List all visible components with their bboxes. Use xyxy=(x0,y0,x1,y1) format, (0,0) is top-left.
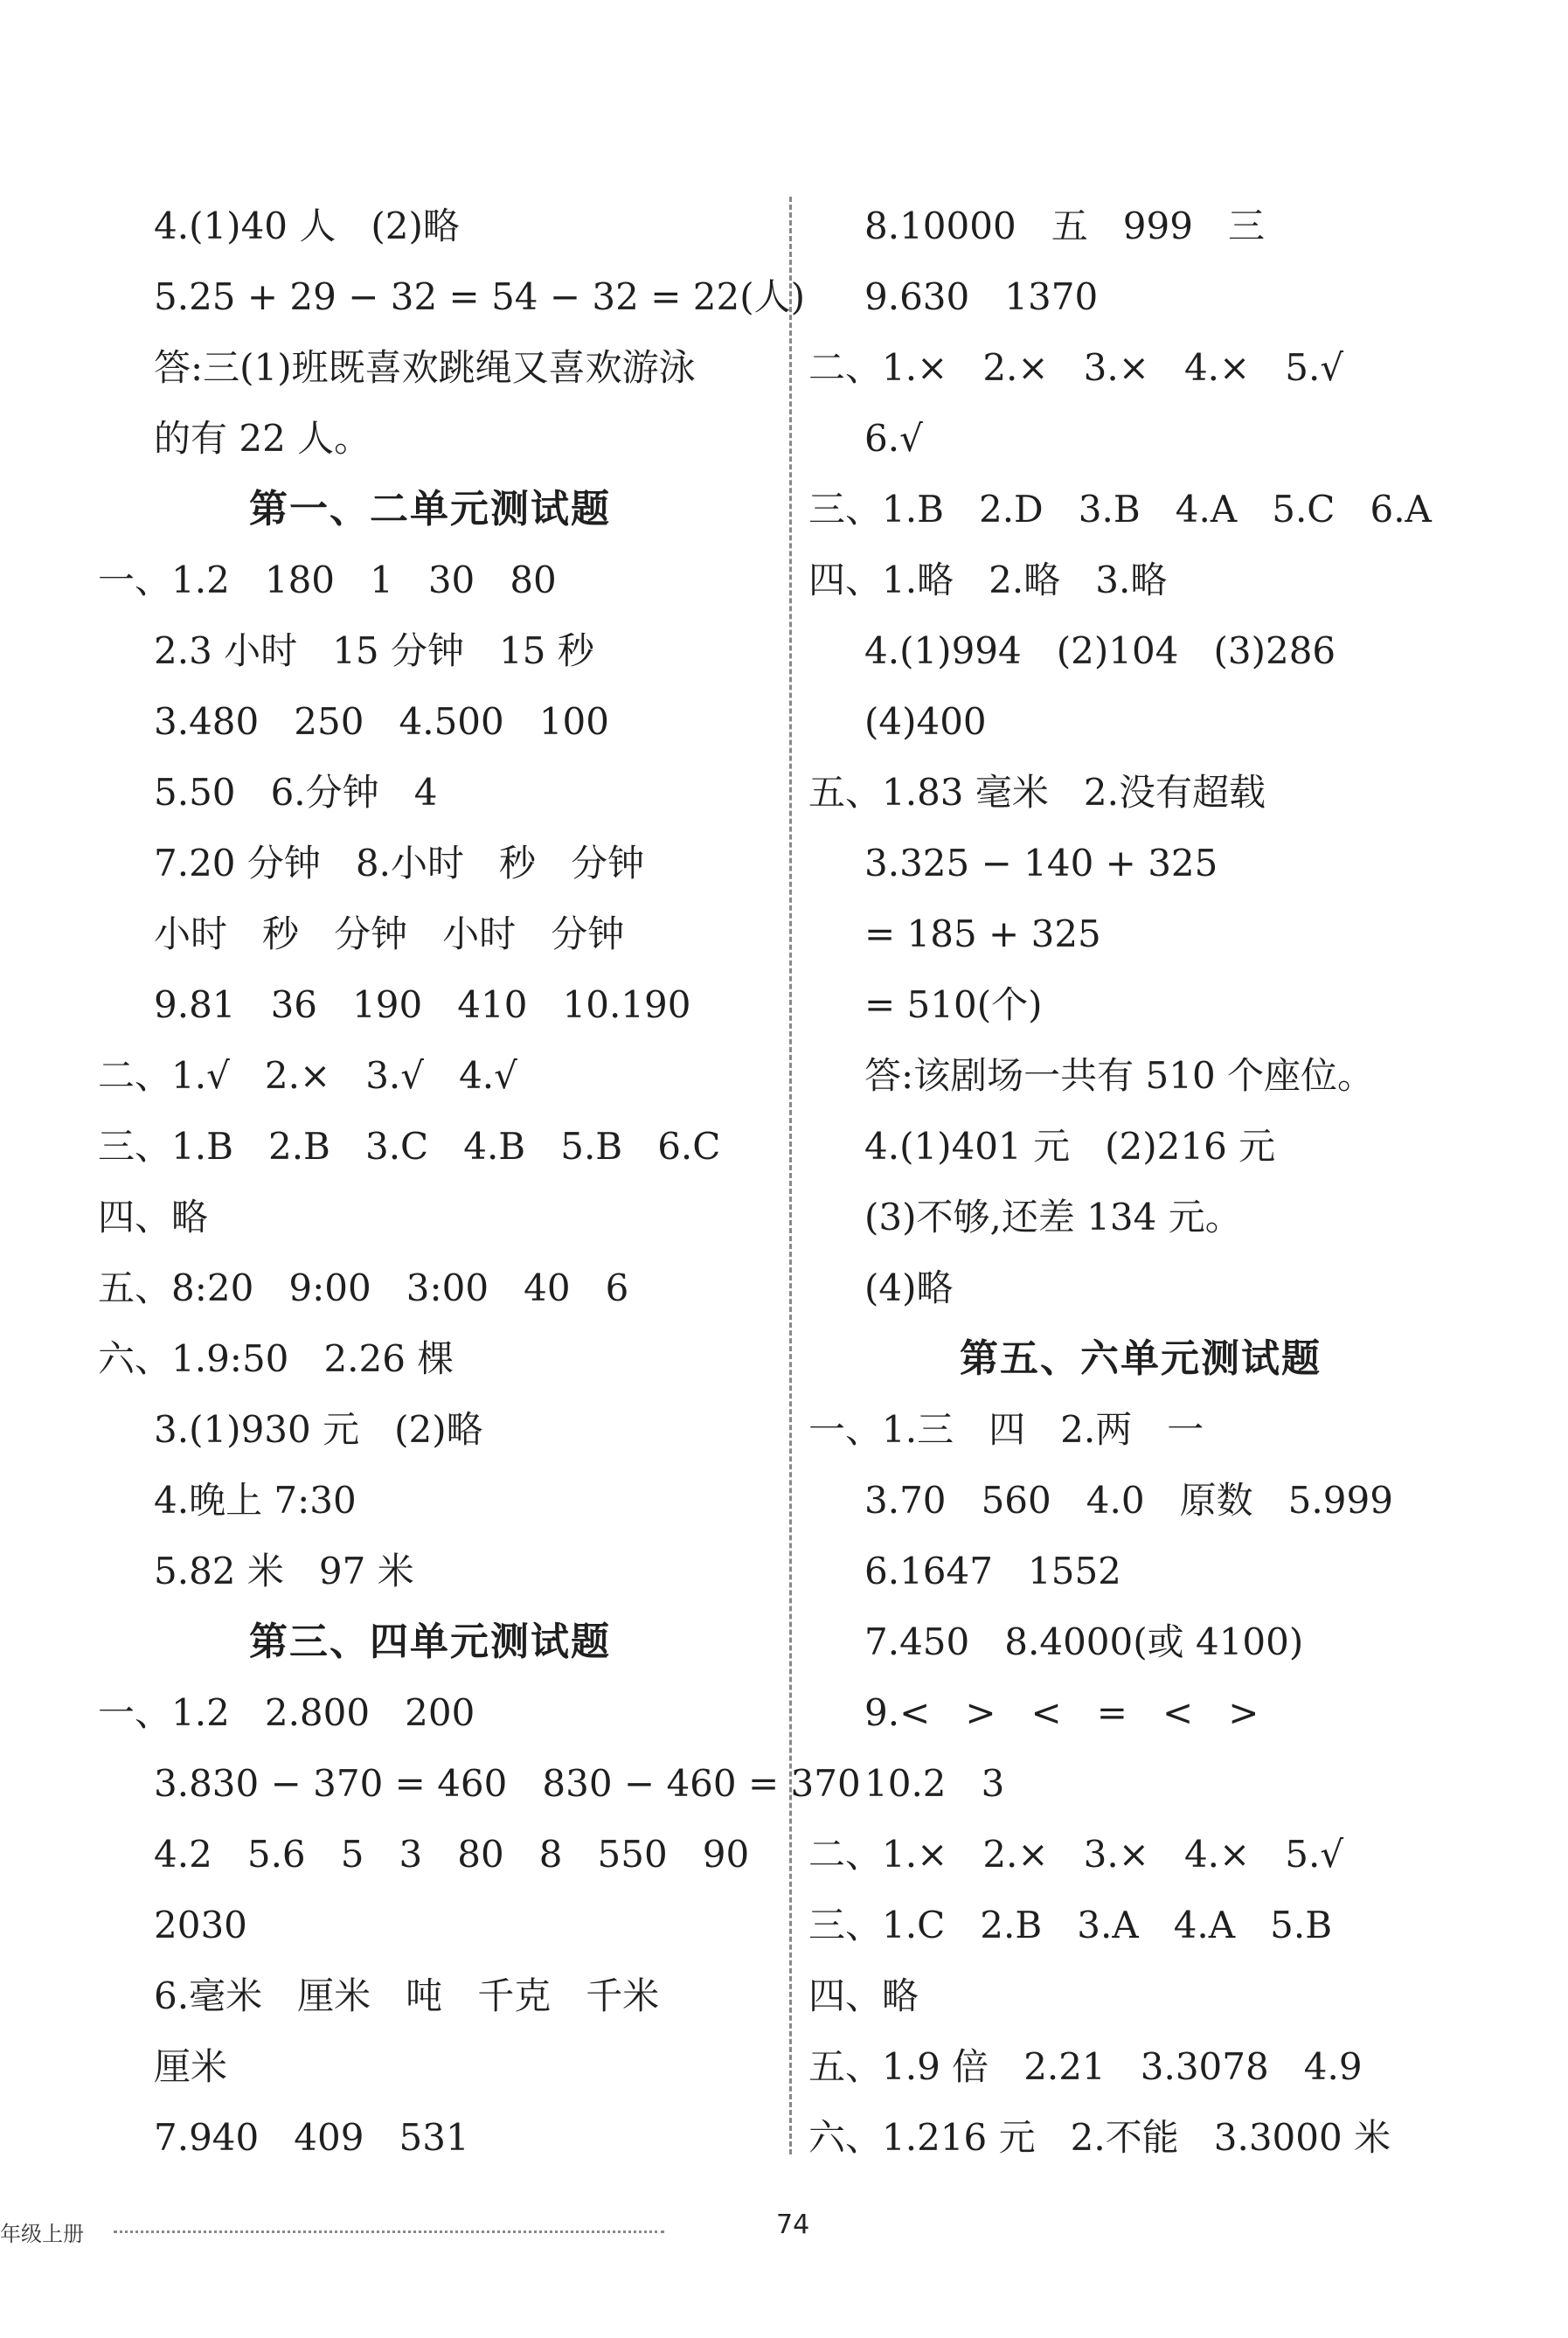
answer-line: 答:该剧场一共有 510 个座位。 xyxy=(864,1054,1375,1097)
column-divider xyxy=(789,197,792,2154)
answer-line: 3.325 − 140 + 325 xyxy=(864,842,1218,885)
answer-line: 9.81 36 190 410 10.190 xyxy=(154,983,691,1026)
answer-line: 二、1.× 2.× 3.× 4.× 5.√ xyxy=(808,1833,1344,1876)
answer-line: 五、1.9 倍 2.21 3.3078 4.9 xyxy=(808,2045,1363,2088)
answer-line: 3.480 250 4.500 100 xyxy=(154,700,609,743)
answer-line: 7.450 8.4000(或 4100) xyxy=(864,1620,1304,1663)
answer-line: (4)400 xyxy=(864,700,987,743)
answer-line: 三、1.B 2.B 3.C 4.B 5.B 6.C xyxy=(98,1125,721,1168)
answer-line: 6.√ xyxy=(864,417,923,460)
answer-line: 二、1.× 2.× 3.× 4.× 5.√ xyxy=(808,346,1344,389)
answer-line: 的有 22 人。 xyxy=(154,417,371,460)
answer-line: 三、1.C 2.B 3.A 4.A 5.B xyxy=(808,1904,1333,1946)
answer-line: 7.940 409 531 xyxy=(154,2116,469,2159)
answer-line: 小时 秒 分钟 小时 分钟 xyxy=(154,912,625,955)
answer-line: 4.2 5.6 5 3 80 8 550 90 xyxy=(154,1833,750,1876)
answer-line: 4.(1)994 (2)104 (3)286 xyxy=(864,629,1336,672)
answer-line: 3.(1)930 元 (2)略 xyxy=(154,1408,483,1451)
answer-line: (3)不够,还差 134 元。 xyxy=(864,1196,1242,1238)
answer-line: 三、1.B 2.D 3.B 4.A 5.C 6.A xyxy=(808,488,1432,531)
grade-label: 年级上册 xyxy=(0,2222,84,2246)
answer-line: 四、略 xyxy=(808,1974,919,2017)
answer-line: 6.毫米 厘米 吨 千克 千米 xyxy=(154,1974,660,2017)
answer-line: 一、1.2 2.800 200 xyxy=(98,1691,475,1734)
right-column xyxy=(808,191,1473,2173)
answer-line: (4)略 xyxy=(864,1266,954,1309)
answer-line: 四、略 xyxy=(98,1196,209,1238)
answer-line: 四、1.略 2.略 3.略 xyxy=(808,558,1168,601)
answer-line: 一、1.三 四 2.两 一 xyxy=(808,1408,1204,1451)
answer-line: 6.1647 1552 xyxy=(864,1550,1121,1592)
answer-line: 答:三(1)班既喜欢跳绳又喜欢游泳 xyxy=(154,346,696,389)
answer-line: 9.< > < = < > xyxy=(864,1691,1259,1734)
answer-line: 五、8:20 9:00 3:00 40 6 xyxy=(98,1266,629,1309)
page-number: 74 xyxy=(776,2210,810,2240)
left-column xyxy=(98,191,861,2173)
answer-line: 2.3 小时 15 分钟 15 秒 xyxy=(154,629,594,672)
answer-line: 六、1.9:50 2.26 棵 xyxy=(98,1337,454,1380)
answer-line: = 510(个) xyxy=(864,983,1043,1026)
answer-line: 六、1.216 元 2.不能 3.3000 米 xyxy=(808,2116,1391,2159)
answer-line: 10.2 3 xyxy=(864,1762,1005,1805)
section-heading: 第五、六单元测试题 xyxy=(960,1336,1322,1381)
answer-line: = 185 + 325 xyxy=(864,912,1101,955)
answer-line: 4.(1)401 元 (2)216 元 xyxy=(864,1125,1276,1168)
answer-line: 4.(1)40 人 (2)略 xyxy=(154,205,460,247)
answer-line: 厘米 xyxy=(154,2045,228,2088)
page-footer xyxy=(0,2210,1568,2253)
answer-line: 8.10000 五 999 三 xyxy=(864,205,1266,247)
answer-line: 4.晚上 7:30 xyxy=(154,1479,357,1522)
answer-line: 五、1.83 毫米 2.没有超载 xyxy=(808,771,1266,814)
footer-dotted-rule xyxy=(114,2230,664,2233)
answer-line: 二、1.√ 2.× 3.√ 4.√ xyxy=(98,1054,517,1097)
section-heading: 第三、四单元测试题 xyxy=(249,1620,611,1664)
answer-line: 7.20 分钟 8.小时 秒 分钟 xyxy=(154,842,645,885)
section-heading: 第一、二单元测试题 xyxy=(249,487,611,531)
answer-line: 3.830 − 370 = 460 830 − 460 = 370 xyxy=(154,1762,861,1805)
answer-line: 5.82 米 97 米 xyxy=(154,1550,414,1592)
answer-line: 5.25 + 29 − 32 = 54 − 32 = 22(人) xyxy=(154,275,805,318)
answer-line: 3.70 560 4.0 原数 5.999 xyxy=(864,1479,1393,1522)
answer-line: 5.50 6.分钟 4 xyxy=(154,771,438,814)
answer-line: 一、1.2 180 1 30 80 xyxy=(98,558,557,601)
answer-line: 9.630 1370 xyxy=(864,275,1099,318)
answer-line: 2030 xyxy=(154,1904,247,1946)
